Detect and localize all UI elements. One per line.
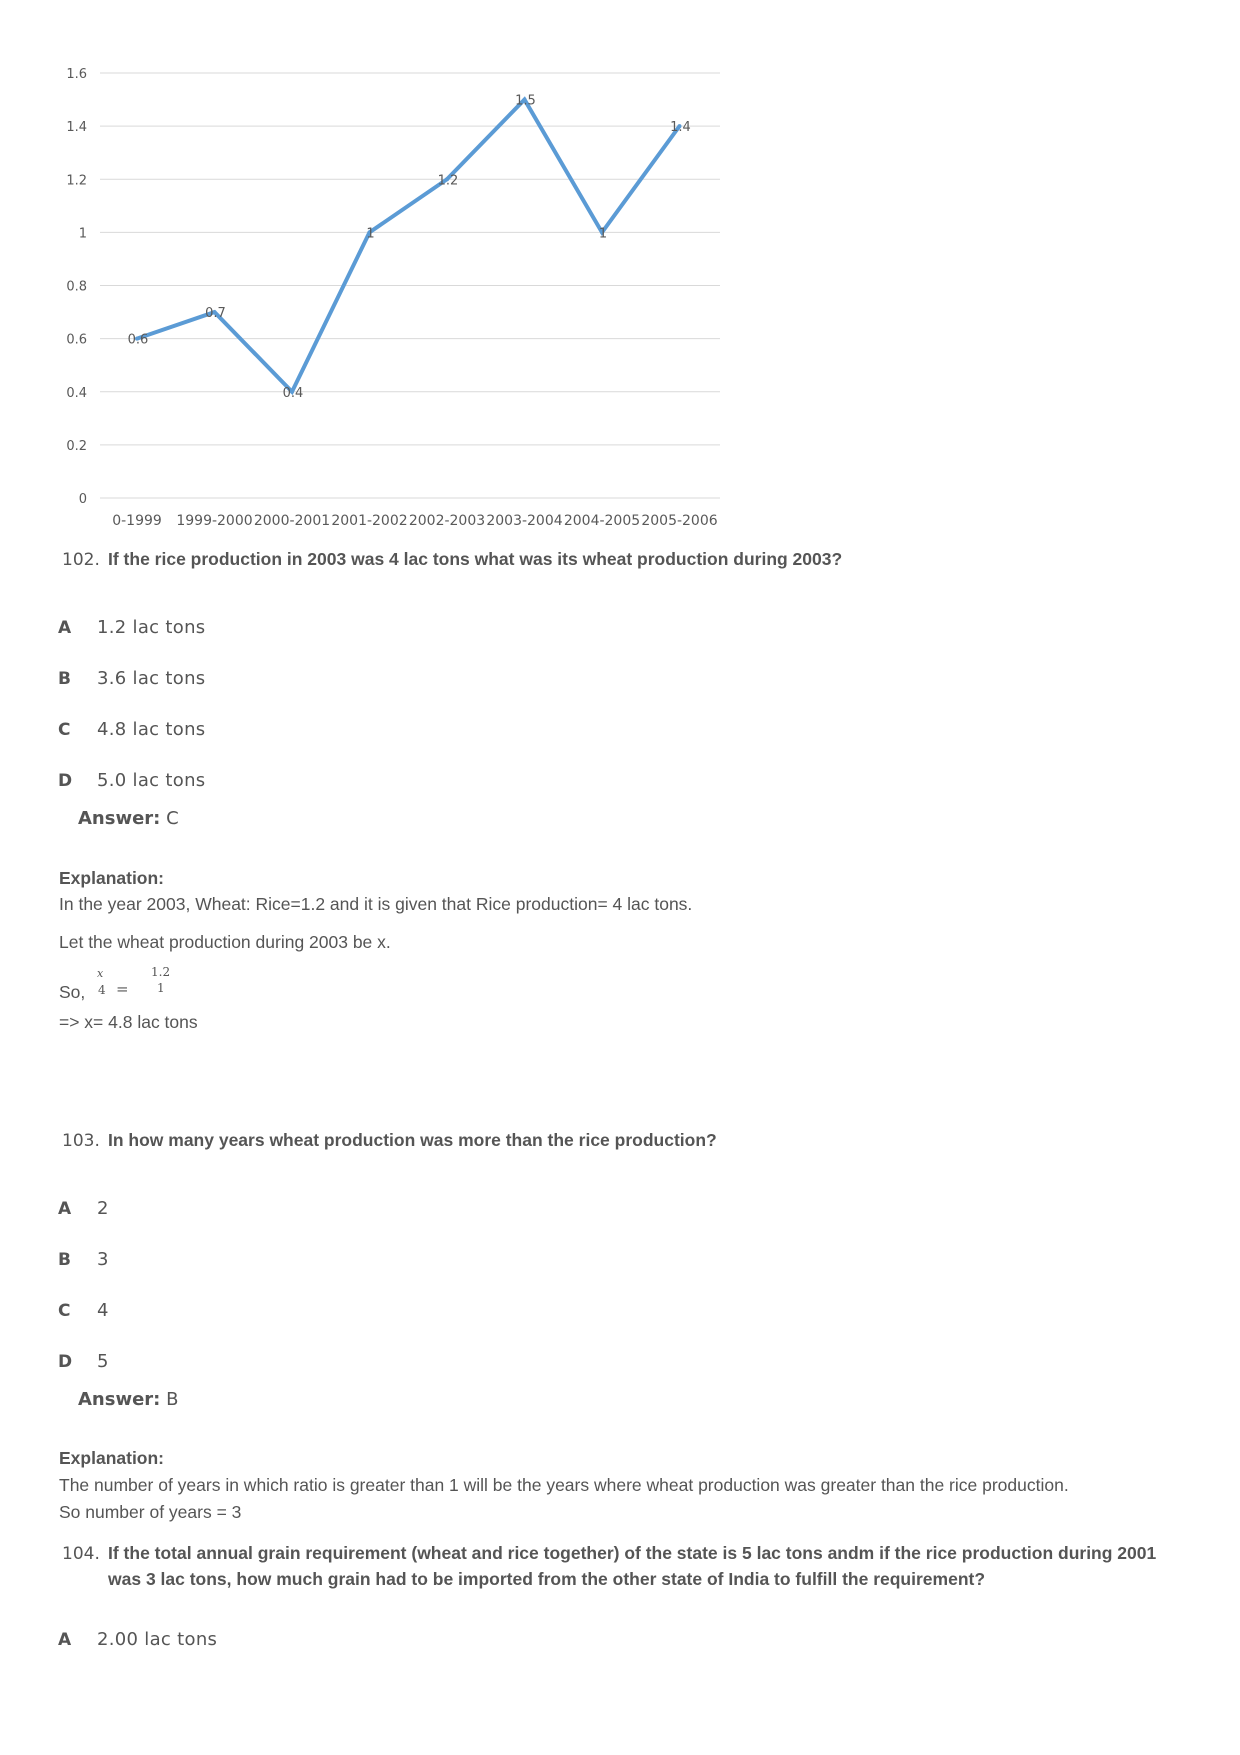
option-text-b[interactable]: 3 — [97, 1249, 109, 1270]
series-line — [137, 100, 680, 392]
question-text: In how many years wheat production was more than the rice production? — [108, 1130, 717, 1150]
equation-prefix: So, — [59, 982, 86, 1002]
question-number: 104. — [62, 1544, 100, 1564]
option-letter-c[interactable]: C — [58, 1301, 71, 1321]
y-tick-label: 0.6 — [66, 332, 87, 348]
answer-value: C — [166, 808, 179, 829]
data-label: 1.2 — [437, 173, 459, 189]
x-tick-label: 2001-2002 — [331, 513, 408, 529]
ratio-line-chart — [50, 55, 730, 535]
option-letter-b[interactable]: B — [58, 669, 71, 689]
y-tick-label: 0.4 — [66, 385, 87, 401]
question-text: was 3 lac tons, how much grain had to be imported from the other state of India to fulfill the requirement? — [108, 1569, 986, 1589]
option-text-c[interactable]: 4.8 lac tons — [97, 719, 206, 740]
option-text-a[interactable]: 1.2 lac tons — [97, 617, 206, 638]
y-tick-label: 1.6 — [66, 67, 87, 82]
x-tick-label: 2005-2006 — [641, 513, 718, 529]
answer-label: Answer: — [78, 808, 161, 829]
question-number: 102. — [62, 550, 100, 570]
x-tick-label: 0-1999 — [112, 513, 162, 529]
option-letter-d[interactable]: D — [58, 1352, 73, 1372]
data-label: 0.6 — [127, 332, 149, 348]
option-text-a[interactable]: 2.00 lac tons — [97, 1629, 218, 1650]
equation-x: x — [97, 967, 104, 980]
equation-numerator: 1.2 — [151, 965, 171, 979]
y-tick-label: 1 — [78, 226, 87, 242]
data-label: 1 — [598, 226, 608, 242]
explanation-line: In the year 2003, Wheat: Rice=1.2 and it is given that Rice production= 4 lac tons. — [59, 894, 693, 914]
equation-denominator: 1 — [157, 981, 165, 995]
answer-label: Answer: — [78, 1389, 161, 1410]
x-tick-label: 1999-2000 — [176, 513, 253, 529]
equation-four: 4 — [98, 983, 106, 997]
x-tick-label: 2003-2004 — [486, 513, 563, 529]
y-tick-label: 0 — [78, 492, 87, 507]
option-text-b[interactable]: 3.6 lac tons — [97, 668, 206, 689]
option-letter-a[interactable]: A — [58, 1630, 72, 1650]
option-letter-a[interactable]: A — [58, 1199, 72, 1219]
data-label: 1.4 — [670, 120, 691, 136]
explanation-line: The number of years in which ratio is greater than 1 will be the years where wheat production was greater than the rice production. — [59, 1475, 1069, 1495]
answer-value: B — [166, 1389, 179, 1410]
explanation-line: Let the wheat production during 2003 be x. — [59, 932, 391, 952]
data-label: 1 — [366, 226, 375, 242]
data-label: 1.5 — [515, 93, 536, 109]
answer-line — [78, 808, 179, 829]
option-letter-a[interactable]: A — [58, 618, 72, 638]
explanation-title: Explanation: — [59, 1448, 165, 1468]
y-tick-label: 1.2 — [66, 173, 87, 189]
data-label: 0.7 — [205, 306, 226, 322]
x-tick-label: 2000-2001 — [253, 513, 331, 529]
option-text-d[interactable]: 5 — [97, 1351, 109, 1372]
option-text-c[interactable]: 4 — [97, 1300, 109, 1321]
answer-line — [78, 1389, 178, 1410]
option-letter-c[interactable]: C — [58, 720, 71, 740]
question-number: 103. — [62, 1131, 100, 1151]
explanation-line: So number of years = 3 — [59, 1502, 242, 1522]
explanation-title: Explanation: — [59, 868, 165, 888]
option-letter-d[interactable]: D — [58, 771, 73, 791]
x-tick-label: 2002-2003 — [408, 513, 486, 529]
question-text: If the total annual grain requirement (wheat and rice together) of the state is 5 lac tons andm if the rice production during 2001 — [108, 1543, 1157, 1563]
y-tick-label: 1.4 — [66, 120, 87, 136]
option-letter-b[interactable]: B — [58, 1250, 71, 1270]
y-tick-label: 0.8 — [66, 279, 87, 295]
y-tick-label: 0.2 — [66, 438, 87, 454]
option-text-a[interactable]: 2 — [97, 1198, 109, 1219]
data-label: 0.4 — [282, 385, 304, 401]
x-tick-label: 2004-2005 — [563, 513, 641, 529]
explanation-result: => x= 4.8 lac tons — [59, 1012, 198, 1032]
question-text: If the rice production in 2003 was 4 lac tons what was its wheat production during 2003? — [108, 549, 843, 569]
option-text-d[interactable]: 5.0 lac tons — [97, 770, 206, 791]
equation-equals: = — [116, 980, 129, 998]
